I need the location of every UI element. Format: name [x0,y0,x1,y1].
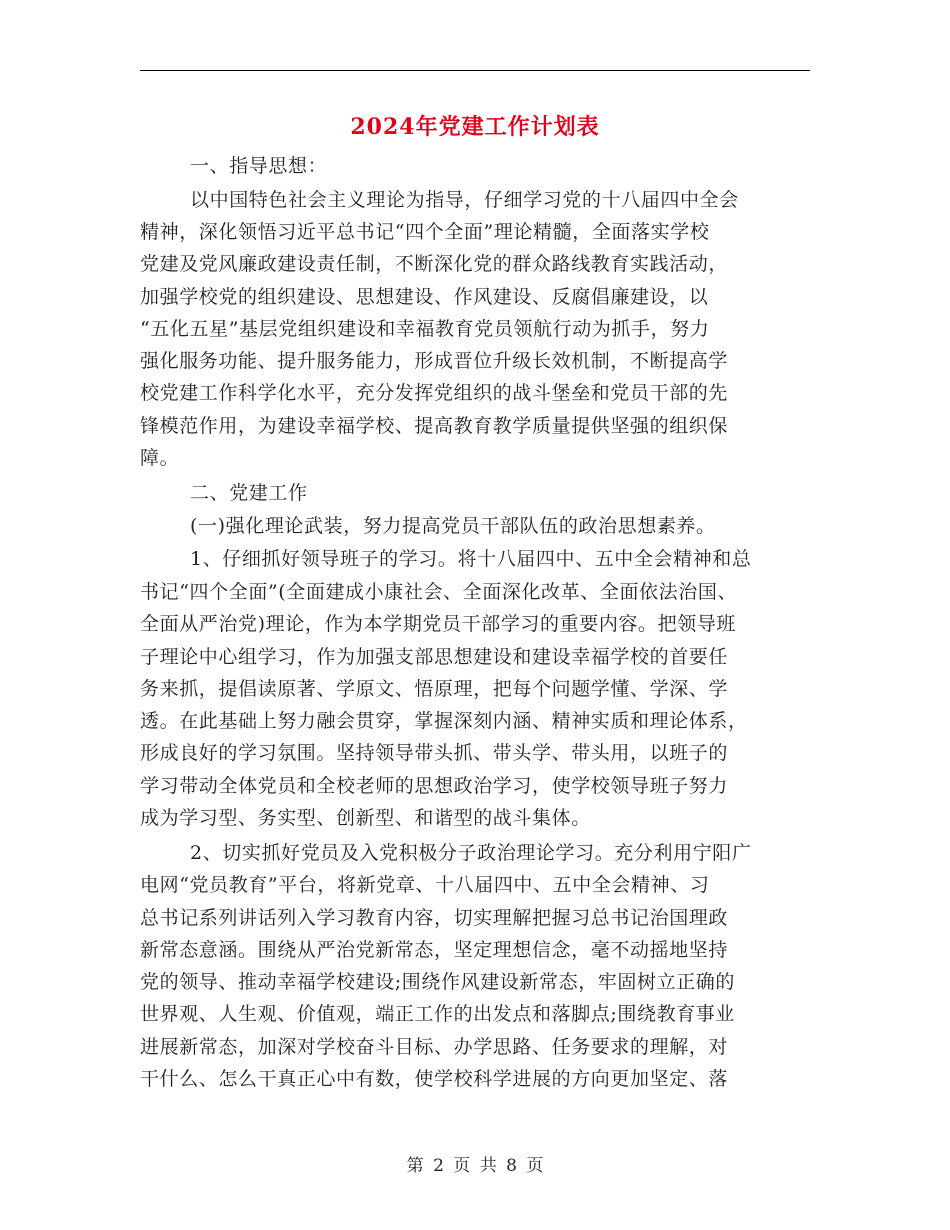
heading-party-building: 二、党建工作 [190,482,308,504]
paragraph-line: 总书记系列讲话列入学习教育内容，切实理解把握习总书记治国理政 [140,907,729,929]
paragraph-line: “五化五星”基层党组织建设和幸福教育党员领航行动为抓手，努力 [140,318,710,340]
paragraph-line: 党的领导、推动幸福学校建设;围绕作风建设新常态，牢固树立正确的 [140,971,736,993]
paragraph-line: 以中国特色社会主义理论为指导，仔细学习党的十八届四中全会 [190,189,739,211]
paragraph-line: 透。在此基础上努力融会贯穿，掌握深刻内涵、精神实质和理论体系， [140,710,748,732]
paragraph-line: 书记“四个全面”(全面建成小康社会、全面深化改革、全面依法治国、 [140,581,738,603]
paragraph-line: 加强学校党的组织建设、思想建设、作风建设、反腐倡廉建设，以 [140,286,709,308]
paragraph-line: 电网“党员教育”平台，将新党章、十八届四中、五中全会精神、习 [140,874,710,896]
paragraph-line: 子理论中心组学习，作为加强支部思想建设和建设幸福学校的首要任 [140,646,729,668]
paragraph-line: 进展新常态，加深对学校奋斗目标、办学思路、任务要求的理解，对 [140,1036,729,1058]
header-rule [140,70,810,71]
subheading-theory: (一)强化理论武装，努力提高党员干部队伍的政治思想素养。 [190,515,716,537]
paragraph-line: 务来抓，提倡读原著、学原文、悟原理，把每个问题学懂、学深、学 [140,678,729,700]
paragraph-line: 1、仔细抓好领导班子的学习。将十八届四中、五中全会精神和总 [190,548,752,570]
paragraph-line: 障。 [140,447,180,469]
paragraph-line: 形成良好的学习氛围。坚持领导带头抓、带头学、带头用，以班子的 [140,742,729,764]
paragraph-line: 强化服务功能、提升服务能力，形成晋位升级长效机制，不断提高学 [140,350,729,372]
paragraph-line: 全面从严治党)理论，作为本学期党员干部学习的重要内容。把领导班 [140,613,737,635]
heading-guiding-thought: 一、指导思想： [190,155,328,177]
paragraph-line: 锋模范作用，为建设幸福学校、提高教育教学质量提供坚强的组织保 [140,415,729,437]
paragraph-line: 新常态意涵。围绕从严治党新常态，坚定理想信念，毫不动摇地坚持 [140,939,729,961]
paragraph-line: 校党建工作科学化水平，充分发挥党组织的战斗堡垒和党员干部的先 [140,382,729,404]
paragraph-line: 精神，深化领悟习近平总书记“四个全面”理论精髓，全面落实学校 [140,221,710,243]
paragraph-line: 党建及党风廉政建设责任制，不断深化党的群众路线教育实践活动， [140,253,729,275]
paragraph-line: 2、切实抓好党员及入党积极分子政治理论学习。充分利用宁阳广 [190,842,752,864]
paragraph-line: 学习带动全体党员和全校老师的思想政治学习，使学校领导班子努力 [140,775,729,797]
page-number: 第 2 页 共 8 页 [406,1156,544,1176]
paragraph-line: 成为学习型、务实型、创新型、和谐型的战斗集体。 [140,807,591,829]
paragraph-line: 干什么、怎么干真正心中有数，使学校科学进展的方向更加坚定、落 [140,1068,729,1090]
document-title: 2024年党建工作计划表 [350,114,600,140]
paragraph-line: 世界观、人生观、价值观，端正工作的出发点和落脚点;围绕教育事业 [140,1003,736,1025]
